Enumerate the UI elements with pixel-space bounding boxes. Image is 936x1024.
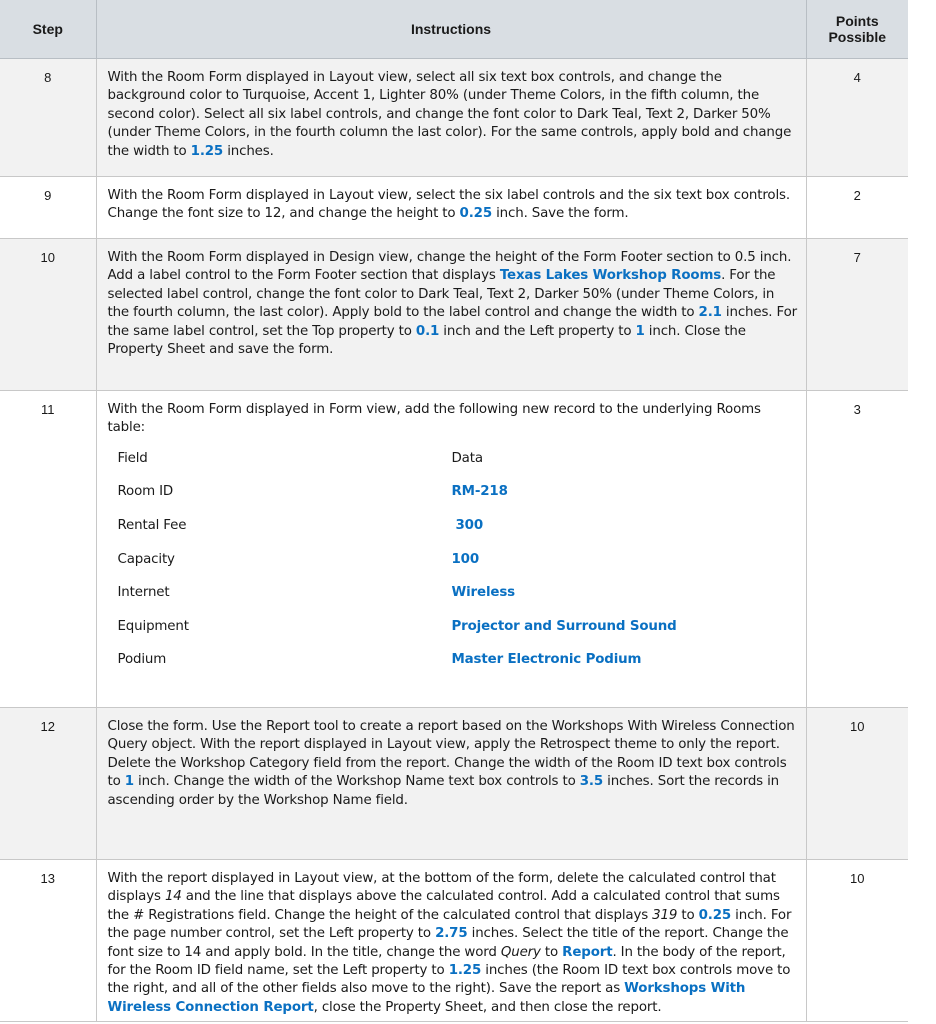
table-row [0, 177, 908, 239]
record-data: Data [451, 450, 483, 466]
highlighted-value: 2.1 [698, 305, 722, 321]
step-number: 8 [0, 59, 96, 177]
instruction-segment: inches. Sort the records in ascending order by the Workshop Name field. [107, 774, 780, 808]
highlighted-value: 0.25 [698, 907, 732, 923]
points-value: 7 [806, 239, 908, 391]
record-data: 300 [455, 518, 484, 533]
instruction-text [97, 177, 806, 228]
instruction-segment: to [677, 907, 699, 923]
instruction-segment: inch. Close the Property Sheet and save the form. [107, 323, 746, 358]
highlighted-value: 3.5 [579, 774, 604, 790]
highlighted-value: 1.25 [448, 963, 482, 978]
points-value: 10 [806, 707, 908, 859]
record-data: 100 [451, 551, 480, 567]
instruction-segment: inch. For the page number control, set the Left property to [107, 907, 792, 942]
table-row [0, 59, 908, 177]
record-field: Field [117, 450, 148, 466]
instruction-segment: With the Room Form displayed in Form view, add the following new record to the underlying Rooms table: [107, 402, 761, 436]
record-data: Projector and Surround Sound [451, 618, 677, 634]
italic-text: Query [500, 944, 541, 960]
step-number: 9 [0, 177, 96, 239]
header-instructions: Instructions [96, 0, 806, 59]
instruction-segment: With the Room Form displayed in Layout view, select all six text box controls, and change the background color to Turquoise, Accent 1, Lighter 80% (under Theme Colors, in the fifth column, the second color). Select all six label controls, and change the font color to Dark Teal, Text 2, Darker 50% (under Theme Colors, in the fourth column the last color). For the same controls, apply bold and change the width to [107, 70, 792, 159]
step-number: 10 [0, 239, 96, 391]
highlighted-value: Workshops With Wireless Connection Report [107, 981, 746, 1015]
record-table [108, 450, 798, 685]
highlighted-value: 1 [635, 323, 645, 339]
record-row [108, 618, 798, 652]
record-row [108, 651, 798, 685]
instruction-segment: inch and the Left property to [439, 323, 636, 339]
table-row [0, 239, 908, 391]
instruction-segment: inches. For the same label control, set the Top property to [107, 305, 797, 339]
instruction-cell [96, 707, 806, 859]
table-row [0, 391, 908, 708]
instruction-segment: Close the form. Use the Report tool to create a report based on the Workshops With Wireless Connection Query object. With the report displayed in Layout view, apply the Retrospect theme to only the report. Delete the Workshop Category field from the report. Change the width of the Room ID text box controls to [107, 718, 795, 790]
instruction-text [97, 59, 806, 165]
instruction-cell [96, 391, 806, 708]
step-number: 11 [0, 391, 96, 708]
instruction-segment: , close the Property Sheet, and then close the report. [313, 999, 662, 1015]
instruction-segment: With the Room Form displayed in Design view, change the height of the Form Footer section to 0.5 inch. Add a label control to the Form Footer section that displays [107, 250, 792, 284]
record-field: Room ID [117, 484, 174, 500]
instruction-segment: inch. Change the width of the Workshop Name text box controls to [133, 774, 580, 790]
italic-text: 319 [652, 907, 678, 923]
record-field: Equipment [117, 618, 189, 634]
instruction-segment: inches (the Room ID text box controls move to the right, and all of the other fields also move to the right). Save the report as [107, 963, 791, 997]
record-data: RM-218 [451, 484, 508, 500]
highlighted-value: 0.1 [415, 323, 440, 339]
step-number: 13 [0, 859, 96, 1021]
step-number: 12 [0, 707, 96, 859]
highlighted-value: Report [562, 944, 613, 960]
highlighted-value: Texas Lakes Workshop Rooms [499, 268, 722, 284]
highlighted-value: 0.25 [459, 206, 492, 222]
instruction-cell [96, 859, 806, 1021]
record-data: Wireless [451, 585, 515, 601]
instruction-segment: to [540, 944, 563, 960]
instruction-segment: With the Room Form displayed in Layout view, select the six label controls and the six text box controls. Change the font size to 12, and change the height to [107, 188, 790, 222]
instruction-cell [96, 239, 806, 391]
instruction-segment: inch. Save the form. [492, 206, 629, 222]
record-field: Rental Fee [117, 518, 187, 533]
instruction-cell [96, 59, 806, 177]
record-field: Internet [117, 585, 170, 601]
points-value: 3 [806, 391, 908, 708]
italic-text: 14 [164, 889, 182, 905]
instruction-text [97, 391, 806, 707]
record-field: Capacity [117, 551, 175, 567]
points-value: 4 [806, 59, 908, 177]
instruction-text [97, 708, 806, 814]
instruction-segment: inches. Select the title of the report. Change the font size to 14 and apply bold. In the title, change the word [107, 926, 789, 960]
highlighted-value: 2.75 [435, 926, 468, 942]
instruction-segment: inches. [223, 143, 274, 159]
record-row [108, 450, 798, 484]
instruction-cell [96, 177, 806, 239]
instruction-segment: . For the selected label control, change the font color to Dark Teal, Text 2, Darker 50% (under Theme Colors, in the fourth column, the last color). Apply bold to the label control and change the width to [107, 268, 776, 321]
table-row [0, 707, 908, 859]
header-points: Points Possible [806, 0, 908, 59]
instruction-segment: . In the body of the report, for the Room ID field name, set the Left property to [107, 944, 786, 978]
instruction-text [97, 860, 806, 1021]
instruction-text [97, 239, 806, 363]
instruction-segment: With the report displayed in Layout view, at the bottom of the form, delete the calculated control that displays [107, 870, 776, 905]
table-header-row [0, 0, 908, 59]
header-step: Step [0, 0, 96, 59]
record-row [108, 584, 798, 618]
record-row [108, 483, 798, 517]
instruction-segment: and the line that displays above the calculated control. Add a calculated control that sums the # Registrations field. Change the height of the calculated control that displays [107, 889, 780, 923]
points-value: 2 [806, 177, 908, 239]
record-row [108, 517, 798, 551]
highlighted-value: 1.25 [190, 143, 224, 159]
record-data: Master Electronic Podium [451, 652, 642, 668]
points-value: 10 [806, 859, 908, 1021]
record-field: Podium [117, 652, 167, 668]
table-row [0, 859, 908, 1021]
record-row [108, 551, 798, 585]
highlighted-value: 1 [124, 774, 134, 790]
